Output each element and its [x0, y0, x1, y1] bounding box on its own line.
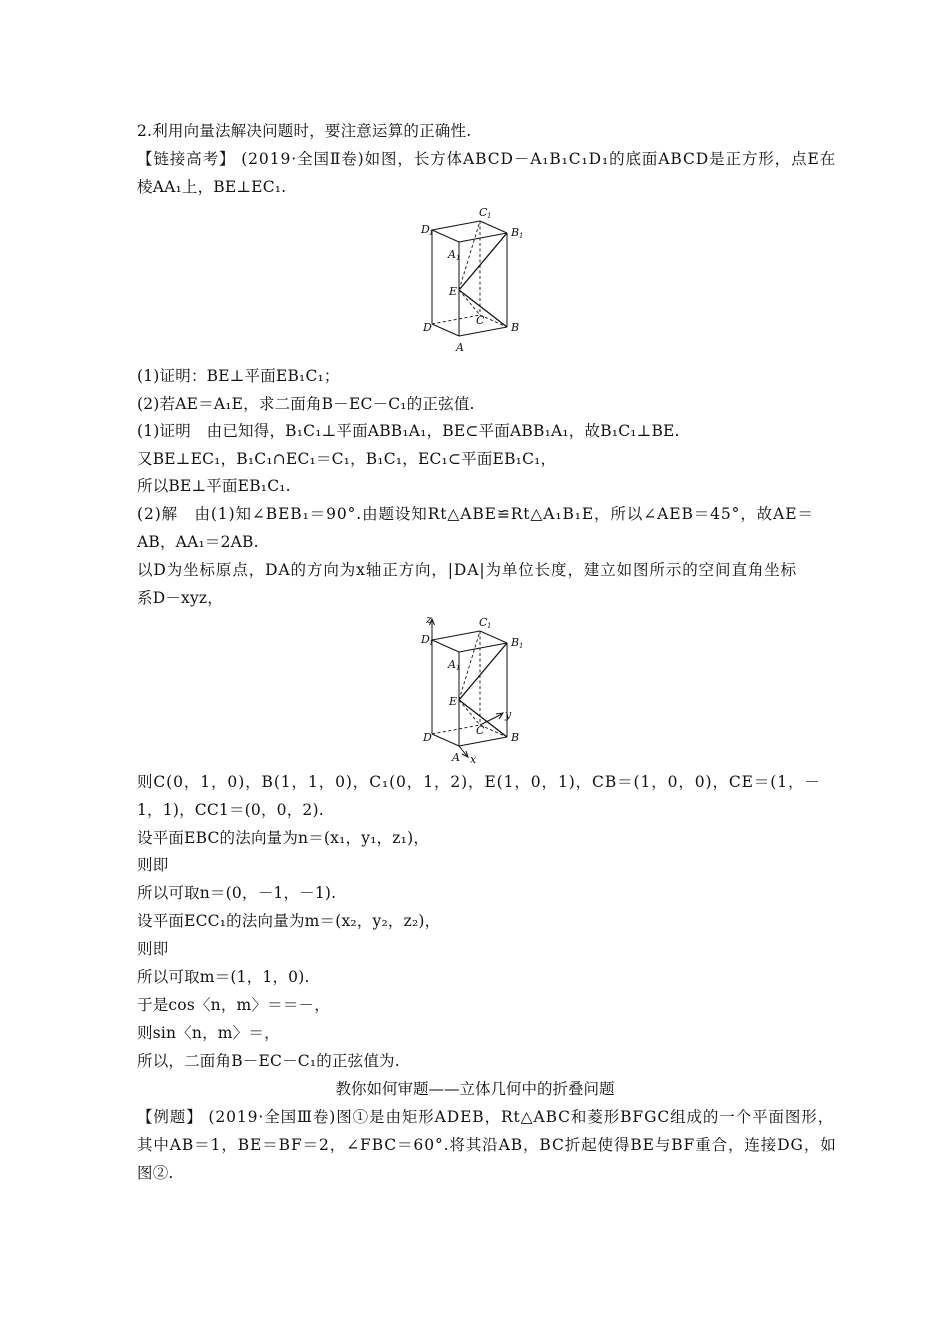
text-line: 所以，二面角B－EC－C₁的正弦值为.: [137, 1052, 400, 1070]
label-b: B: [511, 321, 520, 334]
text-line: 所以可取n＝(0，－1，－1).: [137, 884, 337, 902]
text-line: 设平面EBC的法向量为n＝(x₁，y₁，z₁)，: [137, 829, 430, 847]
label-c1: C: [479, 206, 488, 219]
label-d1: D: [421, 633, 430, 646]
label-y: y: [505, 708, 512, 721]
label-e: E: [449, 285, 458, 298]
label-e: E: [449, 695, 458, 708]
label-a: A: [456, 341, 464, 354]
text-line: 系D－xyz，: [137, 589, 223, 607]
text-line: 又BE⊥EC₁，B₁C₁∩EC₁＝C₁，B₁C₁，EC₁⊂平面EB₁C₁，: [137, 450, 557, 468]
text-line: 以D为坐标原点，DA的方向为x轴正方向，|DA|为单位长度，建立如图所示的空间直角坐标: [137, 561, 798, 579]
text-line: 则即: [137, 856, 169, 874]
figure-cuboid-axes: [410, 610, 540, 774]
text-line: AB，AA₁＝2AB.: [137, 533, 259, 551]
label-b: B: [511, 731, 520, 744]
text-line: (1)证明 由已知得，B₁C₁⊥平面ABB₁A₁，BE⊂平面ABB₁A₁，故B₁C₁⊥BE.: [137, 422, 680, 440]
label-sub: 1: [456, 664, 461, 672]
text-line: 2.利用向量法解决问题时，要注意运算的正确性.: [137, 122, 472, 140]
label-sub: 1: [519, 232, 524, 240]
label-d: D: [423, 731, 432, 744]
text-line: 1，1)，CC1＝(0，0，2).: [137, 801, 324, 819]
label-sub: 1: [487, 622, 492, 630]
text-line: 于是cos〈n，m〉＝＝－，: [137, 996, 330, 1014]
text-line: (2)解 由(1)知∠BEB₁＝90°.由题设知Rt△ABE≌Rt△A₁B₁E，所以∠AEB＝45°，故AE＝: [137, 505, 814, 523]
example-line: 图②.: [137, 1164, 174, 1182]
text-line: 则C(0，1，0)，B(1，1，0)，C₁(0，1，2)，E(1，0，1)，CB＝(1，0，0)，CE＝(1，－: [137, 773, 821, 791]
text-line: 所以BE⊥平面EB₁C₁.: [137, 477, 291, 495]
figure-cuboid: [410, 200, 540, 364]
label-c1: C: [479, 616, 488, 629]
section-title: 教你如何审题——立体几何中的折叠问题: [335, 1080, 615, 1098]
label-d: D: [423, 321, 432, 334]
label-sub: 1: [456, 254, 461, 262]
label-sub: 1: [487, 212, 492, 220]
example-line: 其中AB＝1，BE＝BF＝2，∠FBC＝60°.将其沿AB，BC折起使得BE与BF重合，连接DG，如: [137, 1136, 837, 1154]
text-line: (1)证明：BE⊥平面EB₁C₁；: [137, 367, 340, 385]
label-b1: B: [511, 226, 520, 239]
text-line: 则即: [137, 940, 169, 958]
text-line: 所以可取m＝(1，1，0).: [137, 968, 310, 986]
label-a1: A: [448, 248, 456, 261]
label-a1: A: [448, 658, 456, 671]
label-sub: 1: [429, 639, 434, 647]
example-line: 【例题】 (2019·全国Ⅲ卷)图①是由矩形ADEB，Rt△ABC和菱形BFGC组成的一个平面图形，: [137, 1108, 835, 1126]
text-line: 【链接高考】 (2019·全国Ⅱ卷)如图，长方体ABCD－A₁B₁C₁D₁的底面ABCD是正方形，点E在: [137, 150, 837, 168]
text-line: (2)若AE＝A₁E，求二面角B－EC－C₁的正弦值.: [137, 395, 475, 413]
label-c: C: [476, 314, 485, 327]
label-a: A: [452, 751, 460, 764]
label-d1: D: [421, 223, 430, 236]
text-line: 则sin〈n，m〉＝，: [137, 1024, 280, 1042]
label-sub: 1: [429, 229, 434, 237]
text-line: 设平面ECC₁的法向量为m＝(x₂，y₂，z₂)，: [137, 912, 441, 930]
label-b1: B: [511, 636, 520, 649]
label-sub: 1: [519, 642, 524, 650]
label-x: x: [470, 753, 477, 766]
label-z: z: [426, 613, 432, 626]
label-c: C: [476, 724, 485, 737]
text-line: 棱AA₁上，BE⊥EC₁.: [137, 178, 287, 196]
